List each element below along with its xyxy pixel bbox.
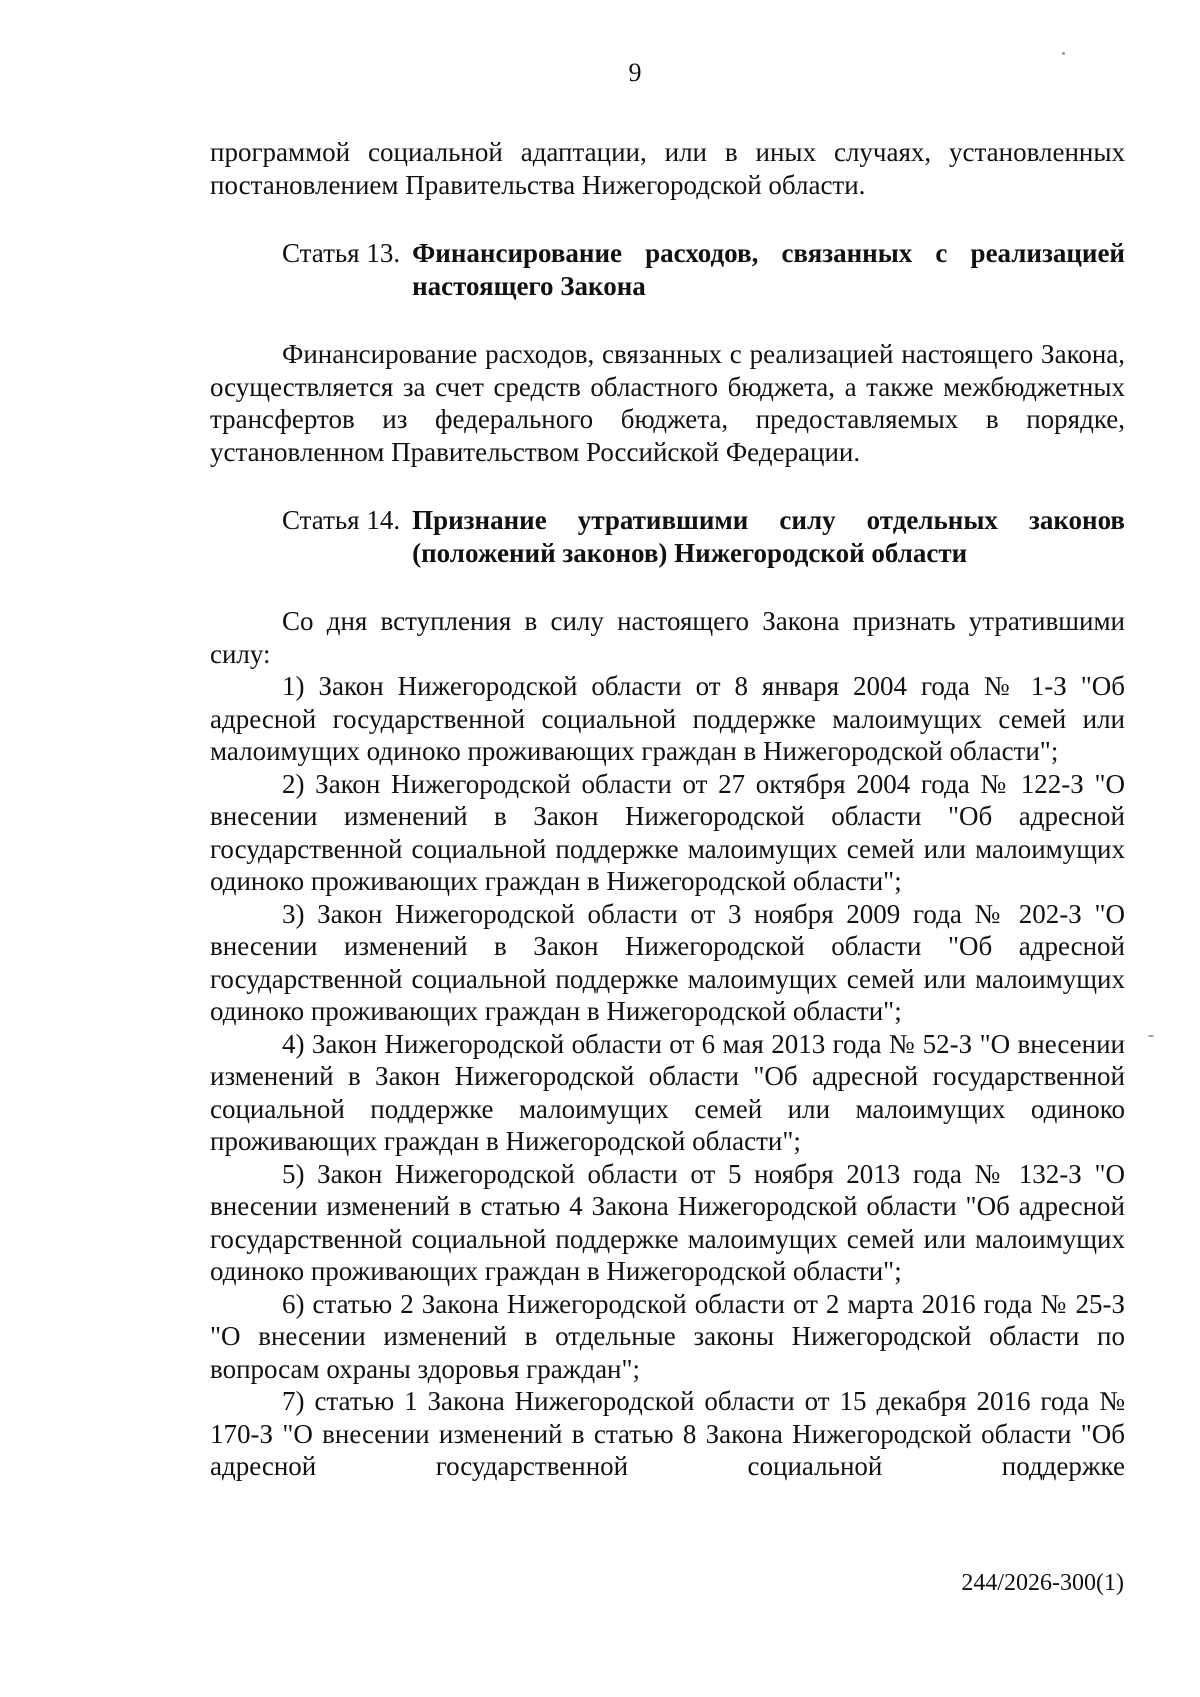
- page-number: 9: [628, 58, 642, 87]
- scan-speck: [1062, 52, 1065, 55]
- article-13-heading: [210, 237, 1125, 302]
- list-item: 6) статью 2 Закона Нижегородской области от 2 марта 2016 года № 25-З "О внесении изменений в отдельные законы Нижегородской области по вопросам охраны здоровья граждан";: [210, 1288, 1125, 1384]
- list-item: 2) Закон Нижегородской области от 27 октября 2004 года № 122-З "О внесении изменений в Закон Нижегородской области "Об адресной государственной социальной поддержке малоимущих семей или малоимущих одиноко проживающих граждан в Нижегородской области";: [210, 768, 1125, 896]
- list-item: 5) Закон Нижегородской области от 5 ноября 2013 года № 132-З "О внесении изменений в статью 4 Закона Нижегородской области "Об адресной государственной социальной поддержке малоимущих семей или малоимущих одиноко проживающих граждан в Нижегородской области";: [210, 1158, 1125, 1286]
- list-item: 7) статью 1 Закона Нижегородской области от 15 декабря 2016 года № 170-З "О внесении изменений в статью 8 Закона Нижегородской области "Об адресной государственной социальной поддержке: [210, 1386, 1125, 1481]
- article-14-lead: Со дня вступления в силу настоящего Закона признать утратившими силу:: [210, 606, 1125, 669]
- article-13-title: Финансирование расходов, связанных с реализацией настоящего Закона: [412, 238, 1125, 301]
- article-14-label: Статья 14.: [282, 505, 401, 535]
- article-14-title: Признание утратившими силу отдельных законов (положений законов) Нижегородской области: [412, 505, 1125, 568]
- list-item: 3) Закон Нижегородской области от 3 ноября 2009 года № 202-З "О внесении изменений в Закон Нижегородской области "Об адресной государственной социальной поддержке малоимущих семей или малоимущих одиноко проживающих граждан в Нижегородской области";: [210, 898, 1125, 1026]
- scan-speck: [1148, 1035, 1154, 1037]
- article-13-label: Статья 13.: [282, 238, 401, 268]
- article-13-body: Финансирование расходов, связанных с реализацией настоящего Закона, осуществляется за счет средств областного бюджета, а также межбюджетных трансфертов из федерального бюджета, предоставляемых в порядке, установленном Правительством Российской Федерации.: [210, 339, 1125, 467]
- document-body: [210, 136, 1125, 1483]
- intro-paragraph: программой социальной адаптации, или в иных случаях, установленных постановлением Правительства Нижегородской области.: [210, 137, 1125, 200]
- article-14-heading: [210, 504, 1125, 569]
- list-item: 1) Закон Нижегородской области от 8 января 2004 года № 1-З "Об адресной государственной социальной поддержке малоимущих семей или малоимущих одиноко проживающих граждан в Нижегородской области";: [210, 671, 1125, 766]
- list-item: 4) Закон Нижегородской области от 6 мая 2013 года № 52-З "О внесении изменений в Закон Нижегородской области "Об адресной государственной социальной поддержке малоимущих семей или малоимущих одиноко проживающих граждан в Нижегородской области";: [210, 1028, 1125, 1156]
- document-code: 244/2026-300(1): [961, 1570, 1124, 1596]
